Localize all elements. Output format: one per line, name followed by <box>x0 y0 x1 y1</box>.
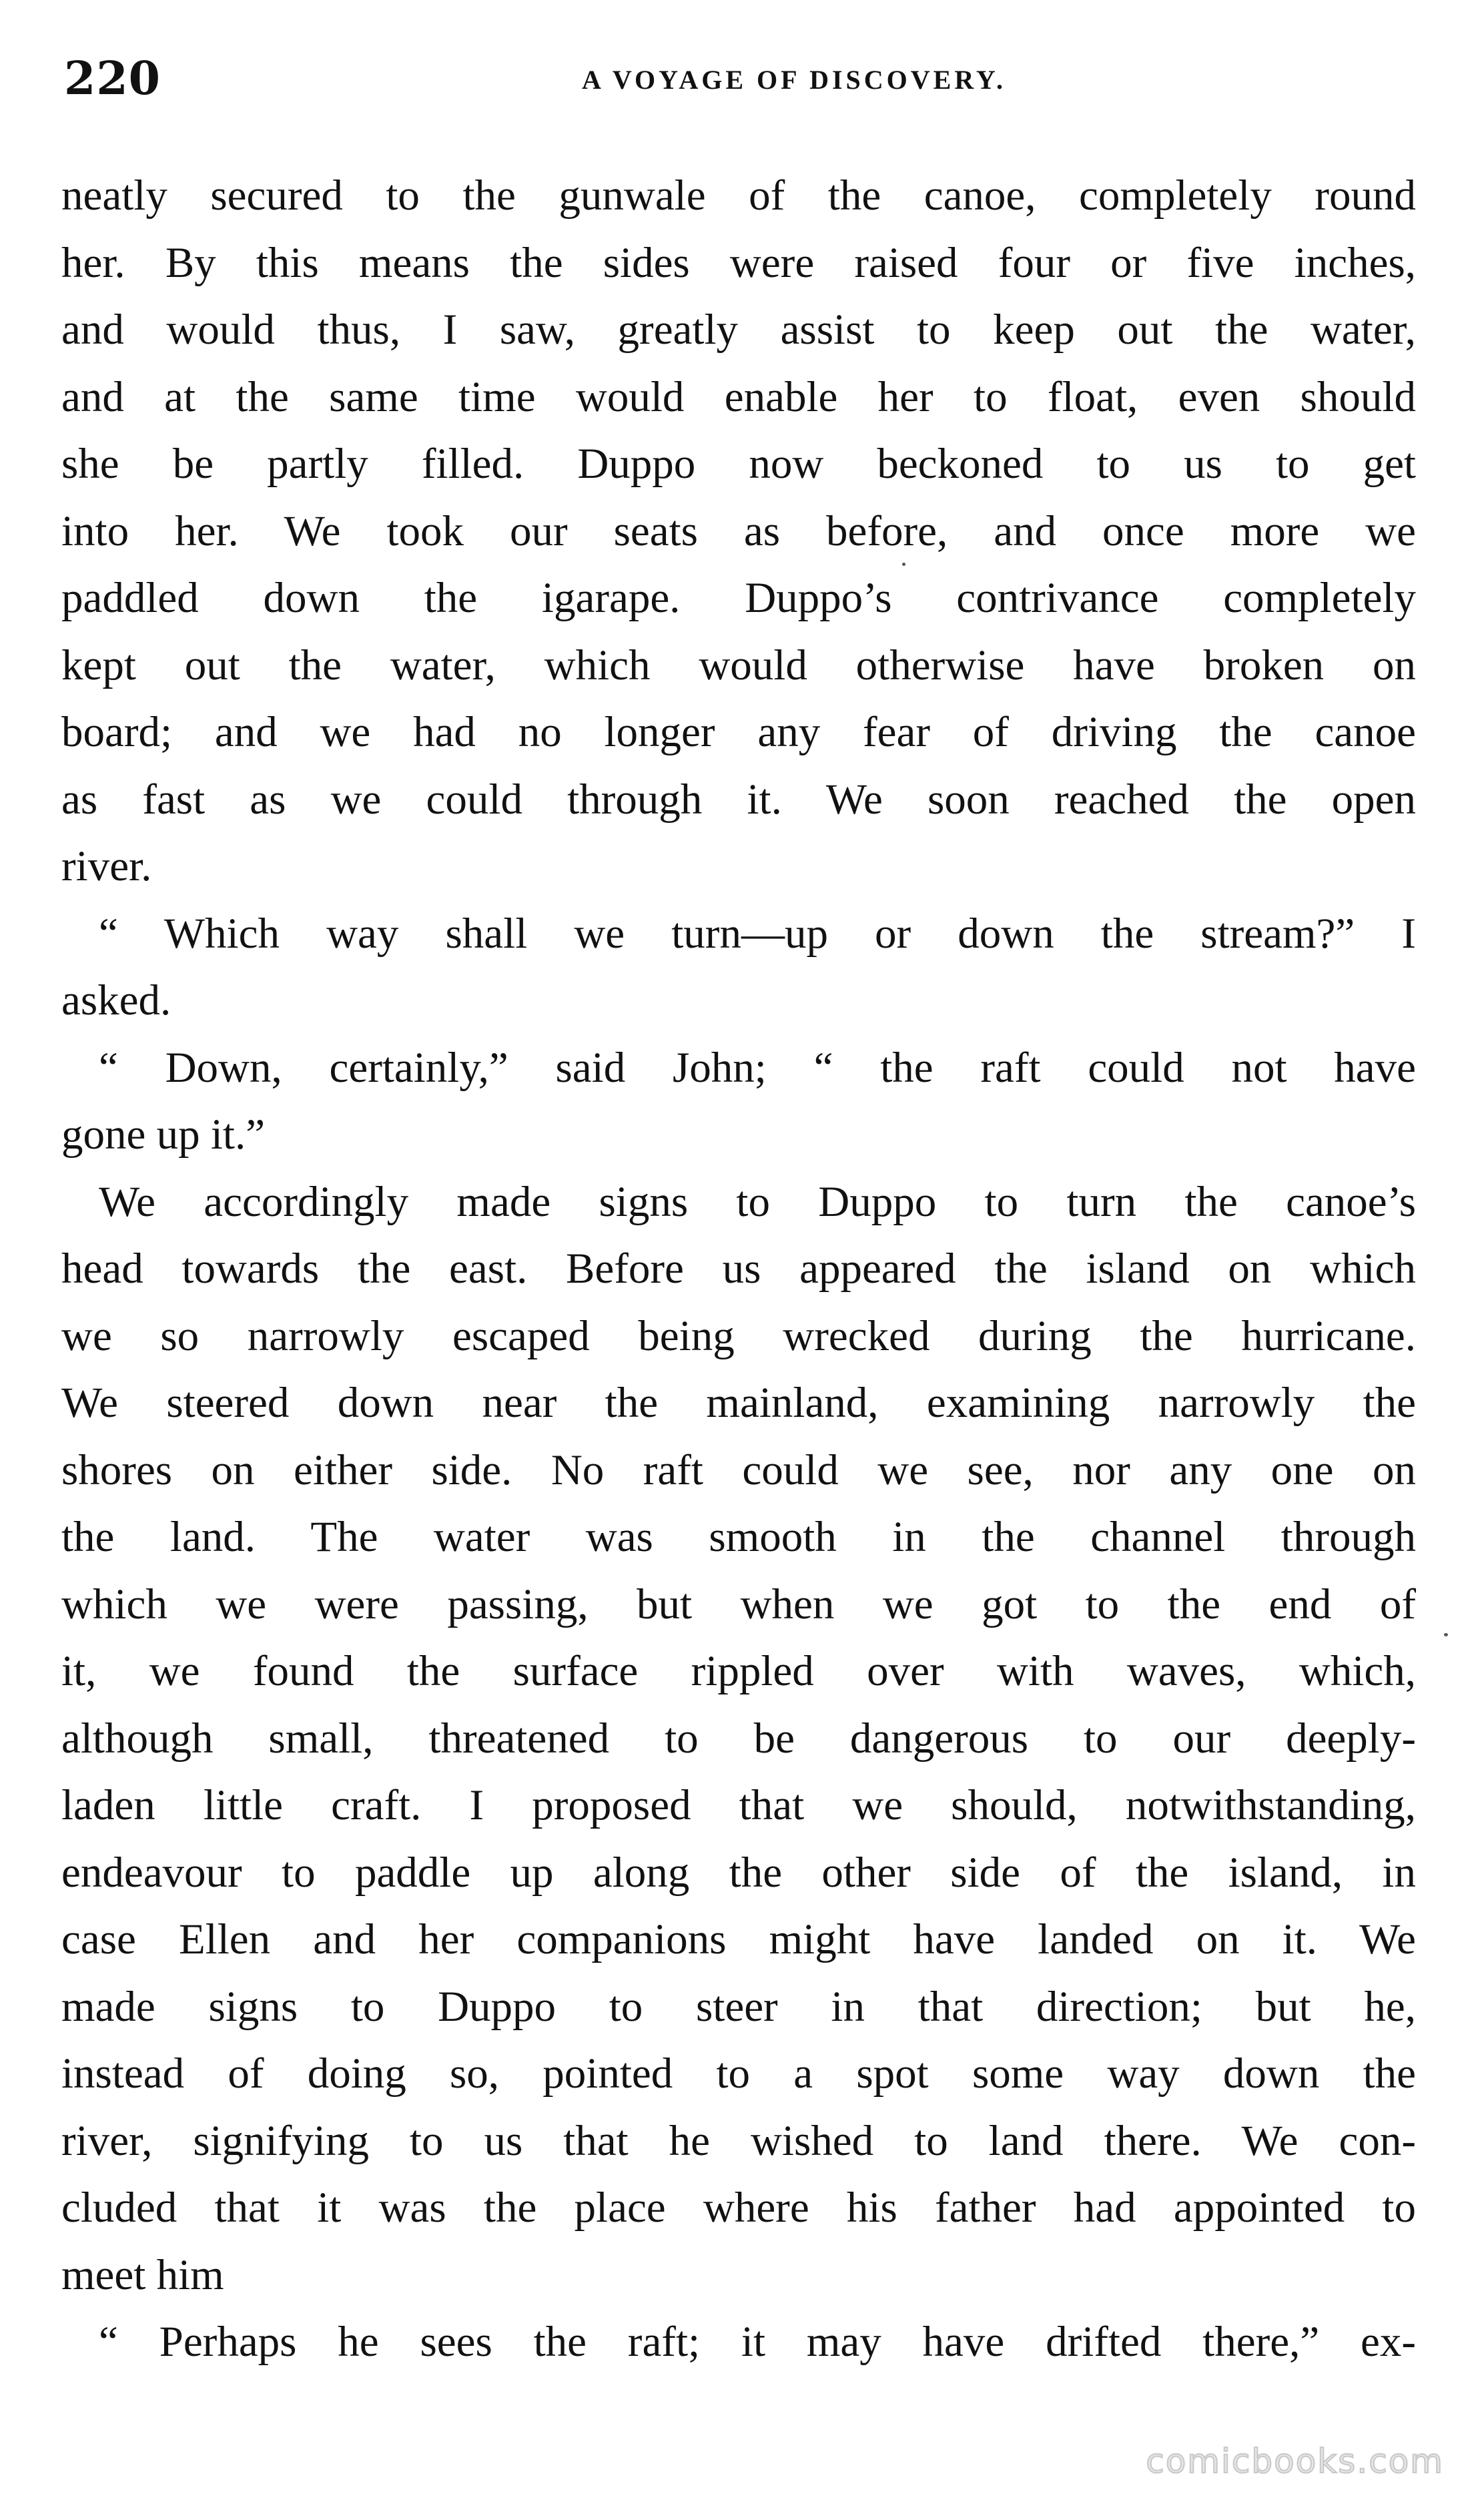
text-line: endeavour to paddle up along the other side of the island, in <box>61 1848 1416 1897</box>
text-line: her. By this means the sides were raised four or five inches, <box>61 238 1416 287</box>
text-line: cluded that it was the place where his father had appointed to <box>61 2184 1416 2232</box>
body-text <box>61 162 1416 2376</box>
text-line: made signs to Duppo to steer in that direction; but he, <box>61 1982 1416 2031</box>
text-line: we so narrowly escaped being wrecked during the hurricane. <box>61 1311 1416 1360</box>
text-line: river. <box>61 842 152 890</box>
text-line: “ Which way shall we turn—up or down the stream?” I <box>99 909 1416 958</box>
text-line: gone up it.” <box>61 1111 266 1159</box>
running-head <box>60 52 1421 105</box>
text-line: “ Down, certainly,” said John; “ the raft could not have <box>99 1043 1416 1092</box>
ink-speck <box>1444 1633 1448 1636</box>
text-line: as fast as we could through it. We soon reached the open <box>61 775 1416 824</box>
text-line: meet him <box>61 2250 224 2299</box>
text-line: “ Perhaps he sees the raft; it may have drifted there,” ex- <box>99 2318 1416 2366</box>
text-line: asked. <box>61 976 171 1024</box>
text-line: head towards the east. Before us appeared the island on which <box>61 1245 1416 1293</box>
text-line: shores on either side. No raft could we see, nor any one on <box>61 1446 1416 1494</box>
text-line: although small, threatened to be dangerous to our deeply- <box>61 1714 1416 1763</box>
text-line: neatly secured to the gunwale of the canoe, completely round <box>61 172 1416 220</box>
text-line: We accordingly made signs to Duppo to turn the canoe’s <box>99 1177 1416 1226</box>
watermark: comicbooks.com <box>1146 2442 1444 2481</box>
text-line: laden little craft. I proposed that we should, notwithstanding, <box>61 1781 1416 1829</box>
text-line: into her. We took our seats as before, and once more we <box>61 507 1416 555</box>
text-line: which we were passing, but when we got to the end of <box>61 1580 1416 1628</box>
text-line: case Ellen and her companions might have landed on it. We <box>61 1915 1416 1963</box>
text-line: river, signifying to us that he wished to land there. We con- <box>61 2116 1416 2165</box>
running-title: A VOYAGE OF DISCOVERY. <box>581 65 1007 95</box>
text-line: the land. The water was smooth in the channel through <box>61 1513 1416 1561</box>
text-line: board; and we had no longer any fear of driving the canoe <box>61 708 1416 756</box>
text-line: and would thus, I saw, greatly assist to keep out the water, <box>61 306 1416 354</box>
page-number: 220 <box>64 52 161 105</box>
text-line: paddled down the igarape. Duppo’s contrivance completely <box>61 574 1416 622</box>
text-line: and at the same time would enable her to float, even should <box>61 372 1416 421</box>
text-line: We steered down near the mainland, examining narrowly the <box>61 1379 1416 1427</box>
text-line: it, we found the surface rippled over with waves, which, <box>61 1647 1416 1695</box>
text-line: instead of doing so, pointed to a spot some way down the <box>61 2050 1416 2098</box>
ink-speck <box>902 563 905 566</box>
text-line: kept out the water, which would otherwise have broken on <box>61 641 1416 689</box>
text-line: she be partly filled. Duppo now beckoned to us to get <box>61 440 1416 488</box>
